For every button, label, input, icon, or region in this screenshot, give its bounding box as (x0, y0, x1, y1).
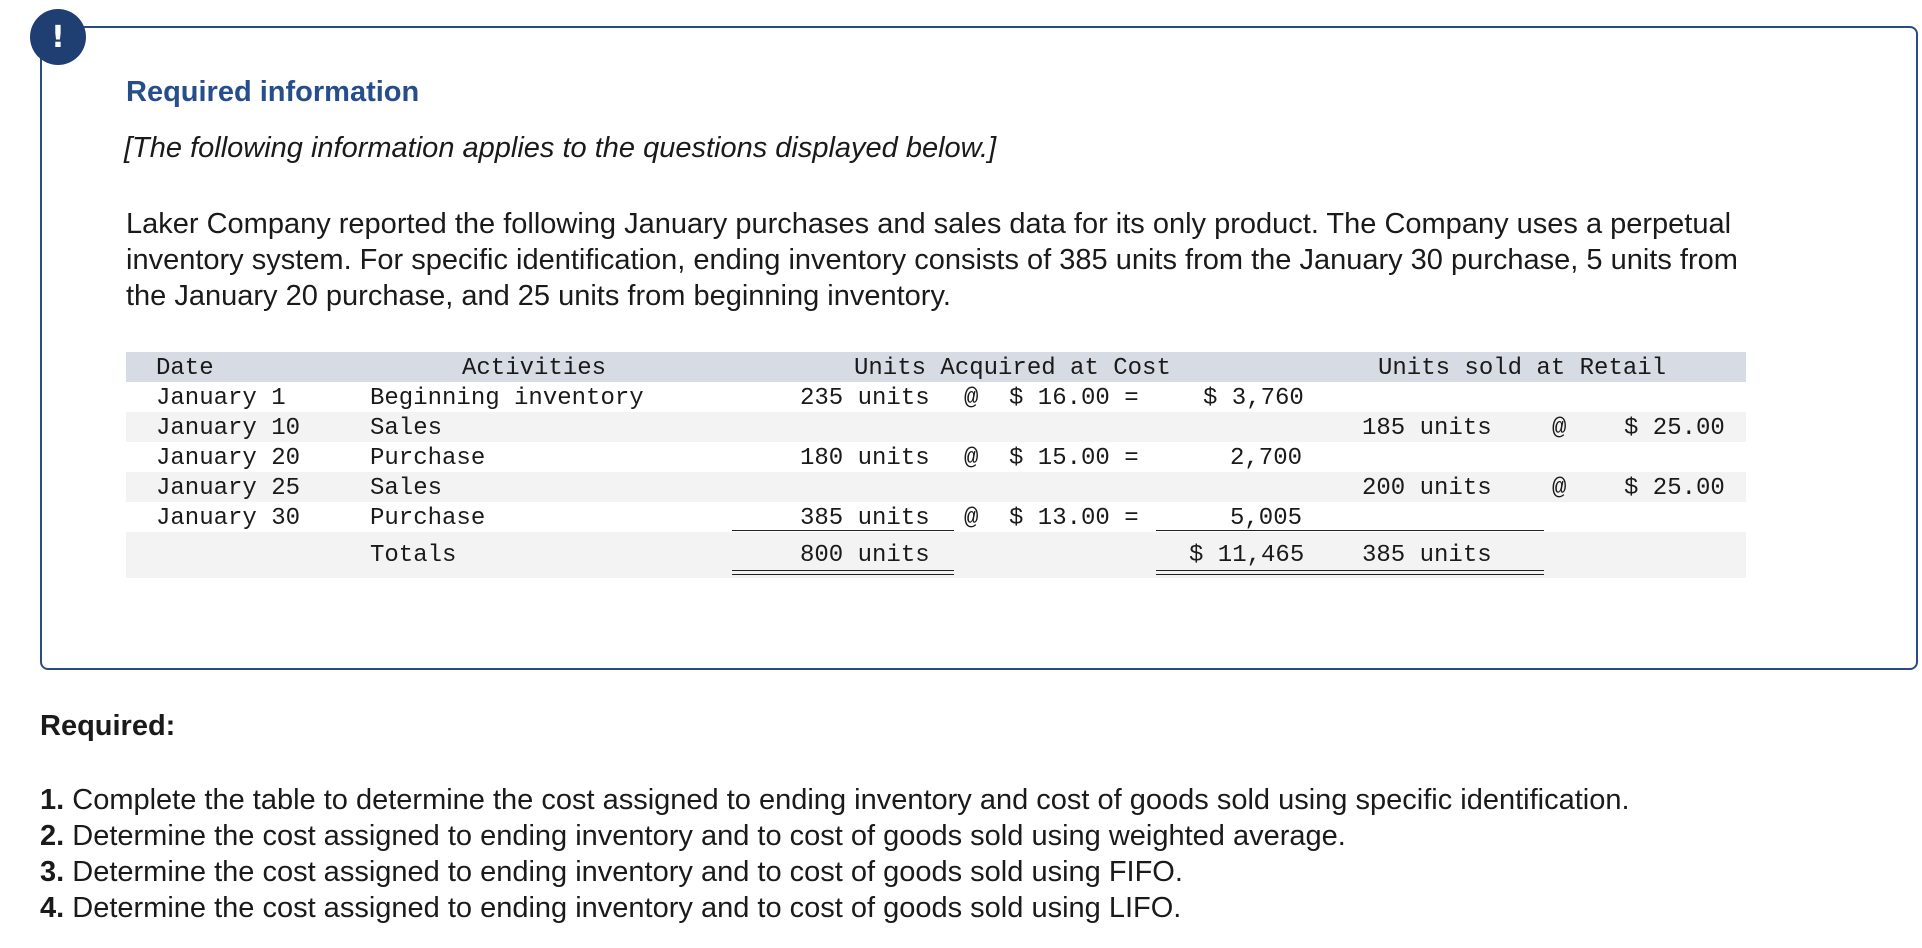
header-date: Date (156, 355, 214, 382)
intro-paragraph: Laker Company reported the following January purchases and sales data for its only product. The Company uses a perpetual inventory system. For specific identification, ending inventory consists of 385 units from the January 30 purchase, 5 units from the January 20 purchase, and 25 units from beginning inventory. (126, 208, 1738, 312)
required-heading: Required: (40, 710, 176, 742)
row-activity: Sales (370, 415, 443, 442)
totals-label: Totals (370, 542, 457, 569)
row-unit-cost: $ 16.00 = (1009, 385, 1139, 412)
table-row (126, 382, 1746, 412)
row-unit-cost: $ 13.00 = (1009, 505, 1139, 532)
row-units: 180 units (800, 445, 930, 472)
required-item (40, 890, 1630, 926)
row-unit-cost: $ 15.00 = (1009, 445, 1139, 472)
required-item-text: Determine the cost assigned to ending inventory and to cost of goods sold using FIFO. (64, 856, 1183, 888)
row-units: 385 units (800, 505, 930, 532)
required-item-number: 4. (40, 892, 65, 924)
table-row (126, 472, 1746, 502)
row-sold-at-sign: @ (1552, 475, 1567, 502)
totals-cost: $ 11,465 (1189, 542, 1305, 569)
required-list (40, 782, 1630, 926)
row-activity: Purchase (370, 445, 486, 472)
row-date: January 30 (156, 505, 301, 532)
row-units: 235 units (800, 385, 930, 412)
table-totals-row (126, 532, 1746, 578)
required-item (40, 782, 1630, 818)
row-sold-units: 200 units (1362, 475, 1492, 502)
row-at-sign: @ (964, 445, 979, 472)
row-sold-at-sign: @ (1552, 415, 1567, 442)
units-subtotal-rule (732, 530, 954, 531)
row-date: January 20 (156, 445, 301, 472)
row-activity: Beginning inventory (370, 385, 644, 412)
required-item-text: Determine the cost assigned to ending inventory and to cost of goods sold using LIFO. (64, 892, 1182, 924)
required-information-title: Required information (126, 76, 420, 108)
row-retail-price: $ 25.00 (1624, 415, 1725, 442)
header-activities: Activities (462, 355, 607, 382)
row-at-sign: @ (964, 385, 979, 412)
totals-sold-units: 385 units (1362, 542, 1492, 569)
required-item-number: 2. (40, 820, 65, 852)
row-sold-units: 185 units (1362, 415, 1492, 442)
row-total-cost: 2,700 (1230, 445, 1303, 472)
inventory-table (126, 352, 1746, 578)
row-date: January 1 (156, 385, 286, 412)
row-total-cost: $ 3,760 (1203, 385, 1304, 412)
row-date: January 10 (156, 415, 301, 442)
required-item-number: 3. (40, 856, 65, 888)
required-item-text: Determine the cost assigned to ending inventory and to cost of goods sold using weighted average. (64, 820, 1346, 852)
applies-note: [The following information applies to the questions displayed below.] (124, 132, 997, 164)
required-item (40, 818, 1630, 854)
table-header-row (126, 352, 1746, 382)
totals-units: 800 units (800, 542, 930, 569)
row-total-cost: 5,005 (1230, 505, 1303, 532)
row-at-sign: @ (964, 505, 979, 532)
row-date: January 25 (156, 475, 301, 502)
required-item (40, 854, 1630, 890)
table-row (126, 442, 1746, 472)
header-units-sold: Units sold at Retail (1378, 355, 1667, 382)
row-retail-price: $ 25.00 (1624, 475, 1725, 502)
alert-icon: ! (30, 9, 86, 65)
required-item-number: 1. (40, 784, 65, 816)
units-total-double-rule (732, 570, 954, 575)
table-row (126, 412, 1746, 442)
row-activity: Sales (370, 475, 443, 502)
cost-subtotal-rule (1156, 530, 1544, 531)
header-units-acquired: Units Acquired at Cost (854, 355, 1171, 382)
row-activity: Purchase (370, 505, 486, 532)
cost-total-double-rule (1156, 570, 1544, 575)
table-row (126, 502, 1746, 532)
required-item-text: Complete the table to determine the cost assigned to ending inventory and cost of goods sold using specific identification. (64, 784, 1630, 816)
